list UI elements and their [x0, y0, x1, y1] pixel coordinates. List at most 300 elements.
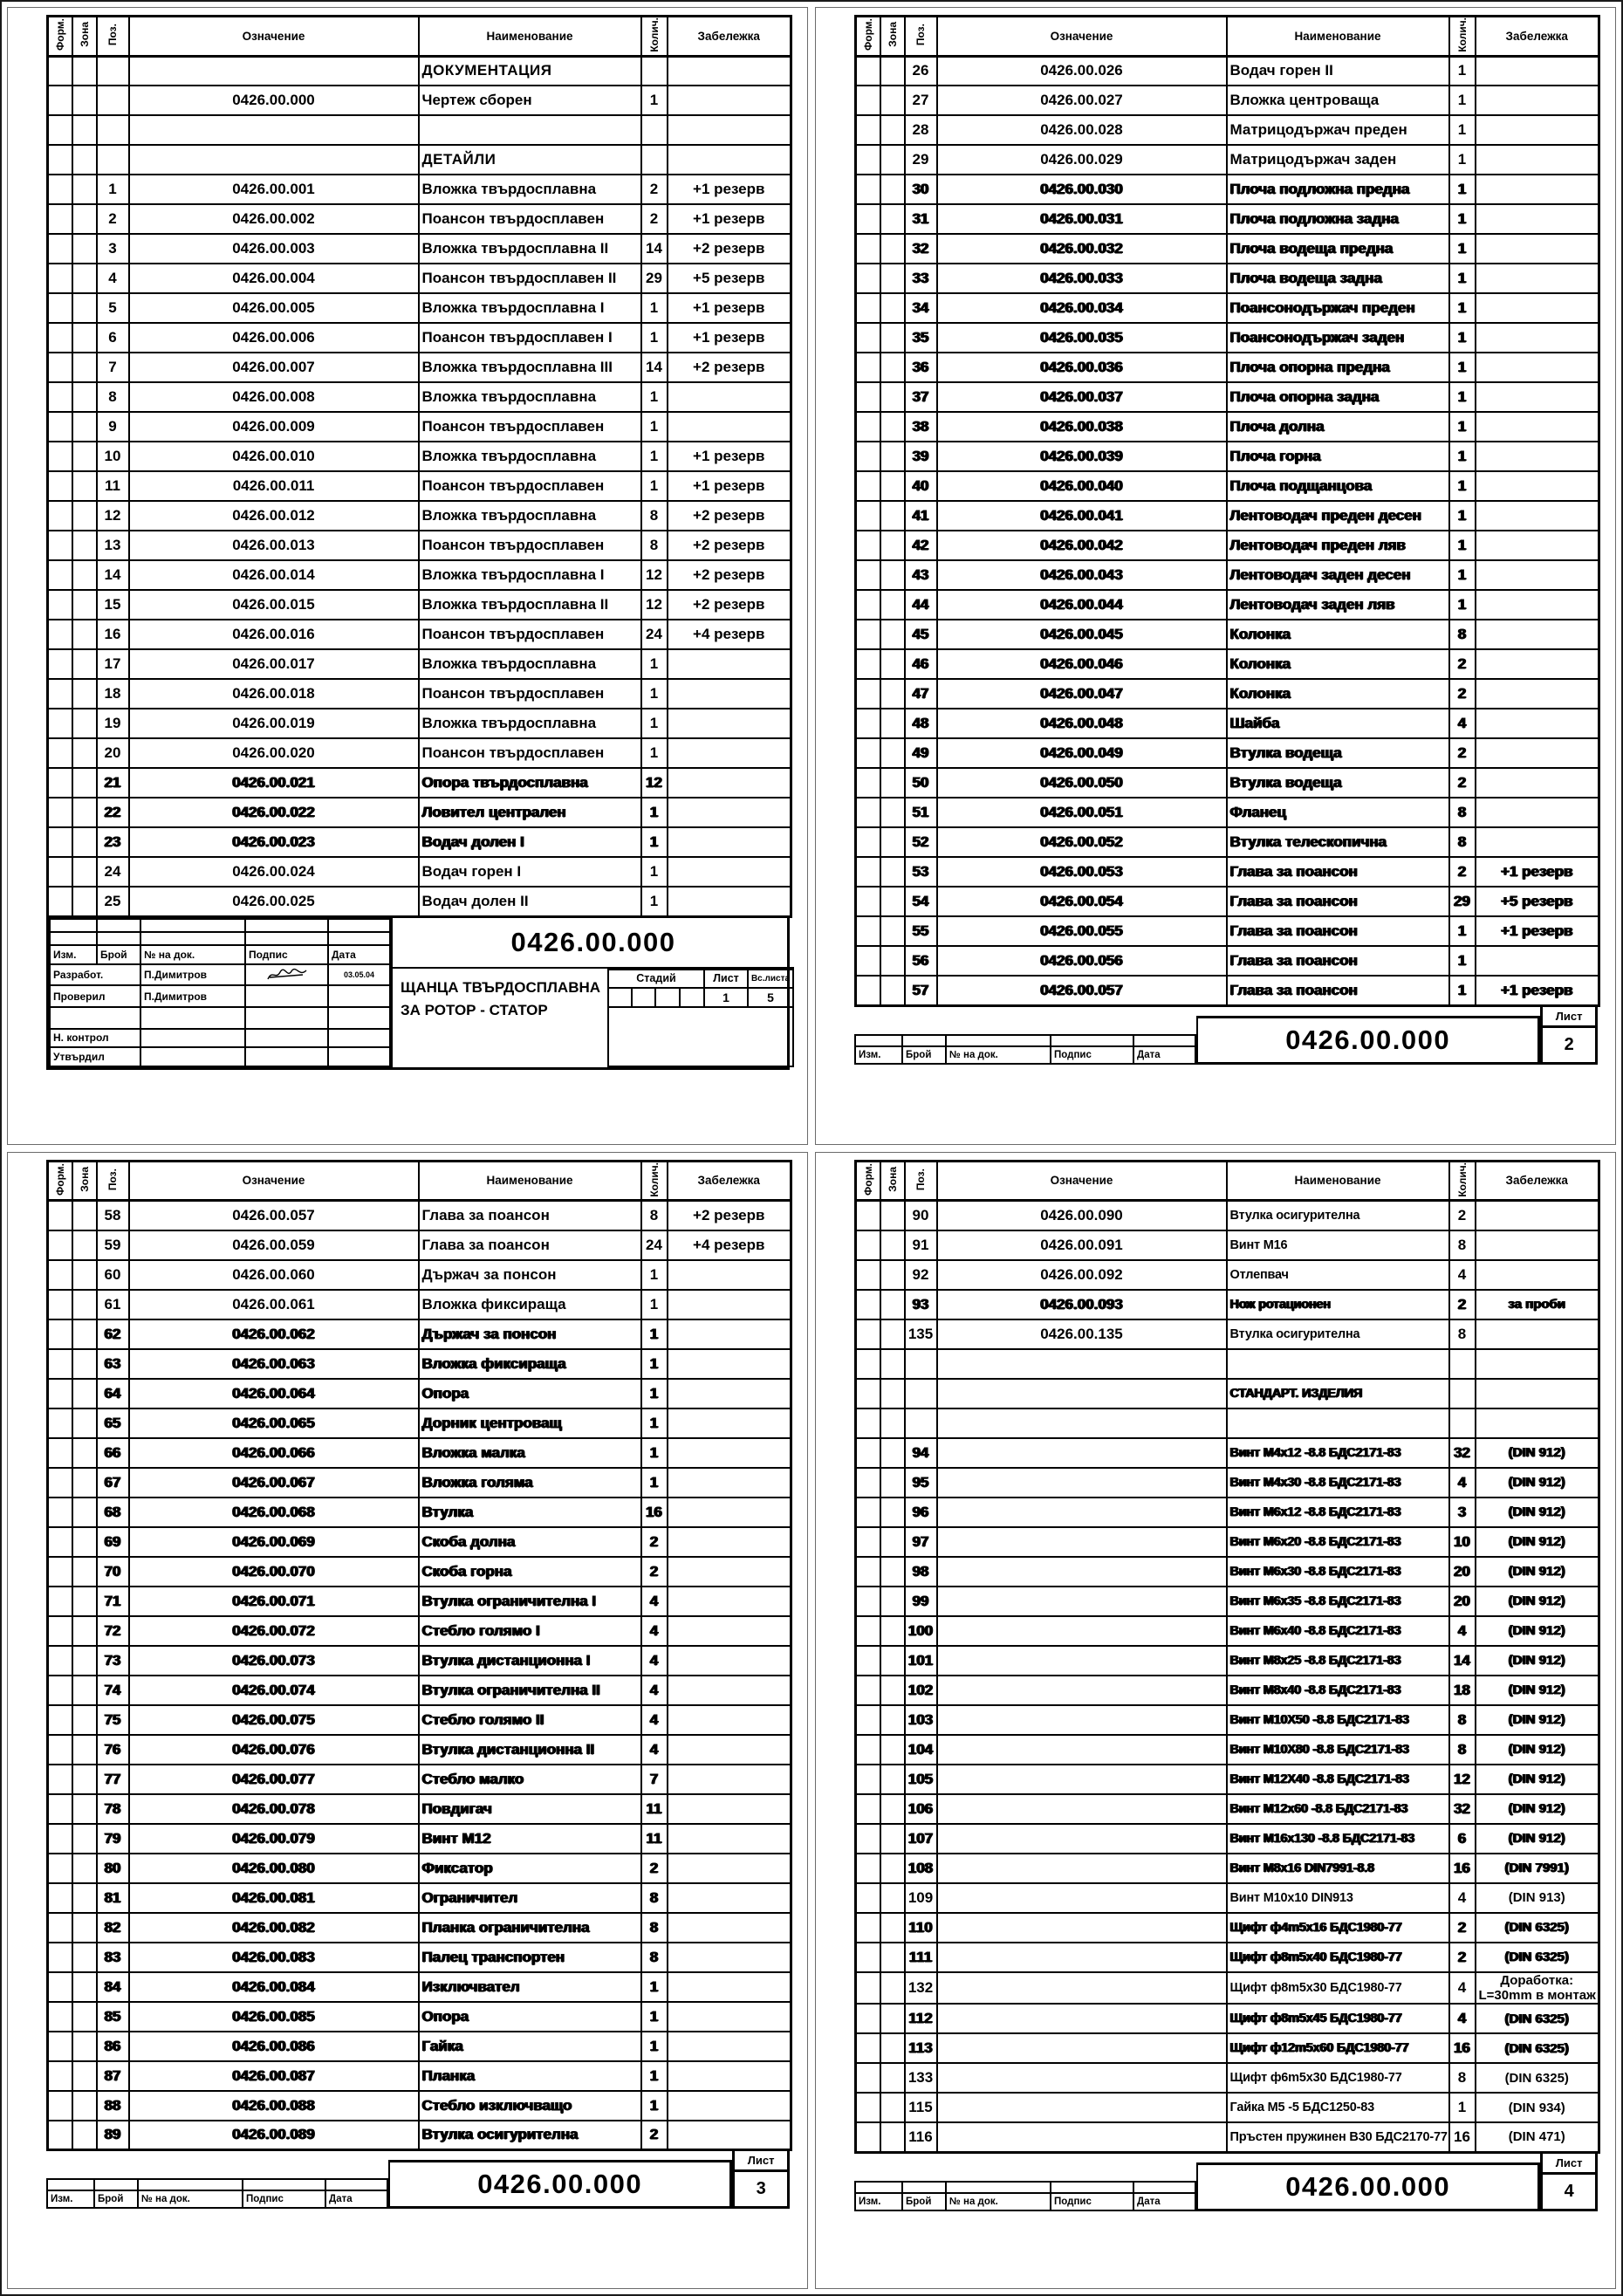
- spec-row: [48, 1735, 791, 1765]
- cell-note: [668, 56, 791, 86]
- cell-pos: 90: [905, 1201, 937, 1230]
- cell-zone: [880, 1824, 905, 1854]
- cell-note: [1476, 1319, 1599, 1349]
- col-header-name: Наименование: [419, 17, 641, 57]
- cell-zone: [72, 827, 97, 857]
- cell-qty: 1: [641, 2032, 668, 2061]
- cell-note: (DIN 912): [1476, 1646, 1599, 1676]
- cell-pos: 37: [905, 382, 937, 412]
- cell-qty: 20: [1449, 1587, 1476, 1616]
- cell-form: [48, 768, 72, 798]
- cell-name: Плоча горна: [1227, 442, 1449, 471]
- cell-zone: [72, 1379, 97, 1408]
- cell-qty: 1: [641, 827, 668, 857]
- cell-name: Ограничител: [419, 1883, 641, 1913]
- cell-form: [856, 1527, 880, 1557]
- cell-name: Втулка осигурителна: [1227, 1319, 1449, 1349]
- cell-zone: [880, 798, 905, 827]
- cell-note: (DIN 912): [1476, 1705, 1599, 1735]
- cell-zone: [72, 1854, 97, 1883]
- cell-name: Винт М10х10 DIN913: [1227, 1883, 1449, 1913]
- cell-zone: [72, 1498, 97, 1527]
- cell-note: [668, 1616, 791, 1646]
- cell-qty: 16: [641, 1498, 668, 1527]
- sheet-1: [7, 7, 808, 1145]
- title-line-1: ЩАНЦА ТВЪРДОСПЛАВНА: [401, 978, 601, 996]
- cell-pos: 11: [97, 471, 129, 501]
- sheet-4: [815, 1152, 1616, 2290]
- cell-form: [48, 145, 72, 175]
- footer-revision-strip: [854, 2181, 1196, 2211]
- cell-name: Втулка осигурителна: [1227, 1201, 1449, 1230]
- cell-zone: [72, 1765, 97, 1794]
- cell-designation: 0426.00.054: [937, 887, 1227, 916]
- cell-form: [48, 1943, 72, 1972]
- spec-row: [856, 738, 1599, 768]
- cell-designation: 0426.00.089: [129, 2121, 419, 2150]
- cell-name: Ловител централен: [419, 798, 641, 827]
- cell-zone: [880, 560, 905, 590]
- cell-qty: 8: [641, 1913, 668, 1943]
- cell-zone: [72, 2032, 97, 2061]
- col-header-qty: Колич.: [641, 1161, 668, 1201]
- cell-name: Плоча долна: [1227, 412, 1449, 442]
- cell-pos: 57: [905, 976, 937, 1005]
- spec-row: [48, 1616, 791, 1646]
- spec-row: [856, 679, 1599, 709]
- cell-section-title: СТАНДАРТ. ИЗДЕЛИЯ: [1227, 1379, 1449, 1408]
- cell-note: [668, 1290, 791, 1319]
- cell-name: Вложка твърдосплавна II: [419, 234, 641, 264]
- cell-pos: 34: [905, 293, 937, 323]
- cell-note: +1 резерв: [668, 175, 791, 204]
- cell-form: [856, 590, 880, 620]
- cell-zone: [72, 1972, 97, 2002]
- spec-row: [48, 1319, 791, 1349]
- spec-row: [48, 204, 791, 234]
- cell-name: Планка: [419, 2061, 641, 2091]
- spec-row: [856, 1260, 1599, 1290]
- cell-form: [48, 204, 72, 234]
- cell-zone: [880, 1883, 905, 1913]
- spec-row: [856, 1319, 1599, 1349]
- cell-qty: 2: [641, 175, 668, 204]
- cell-qty: 1: [1449, 145, 1476, 175]
- cell-designation: 0426.00.087: [129, 2061, 419, 2091]
- spec-row: [856, 115, 1599, 145]
- cell-note: [668, 1646, 791, 1676]
- cell-zone: [72, 1913, 97, 1943]
- cell-note: [1476, 798, 1599, 827]
- sheet-footer: [854, 1004, 1598, 1065]
- cell-name: Опора твърдосплавна: [419, 768, 641, 798]
- cell-name: Стебло голямо II: [419, 1705, 641, 1735]
- cell-designation: 0426.00.081: [129, 1883, 419, 1913]
- cell-designation: 0426.00.048: [937, 709, 1227, 738]
- cell-form: [856, 1290, 880, 1319]
- cell-name: Поансон твърдосплавен: [419, 204, 641, 234]
- cell-form: [48, 293, 72, 323]
- cell-pos: 63: [97, 1349, 129, 1379]
- cell-pos: 30: [905, 175, 937, 204]
- cell-zone: [72, 1943, 97, 1972]
- cell-designation: [129, 115, 419, 145]
- cell-zone: [72, 412, 97, 442]
- cell-form: [856, 738, 880, 768]
- cell-form: [48, 1498, 72, 1527]
- cell-qty: 4: [641, 1587, 668, 1616]
- footer-revision-strip: [46, 2178, 388, 2209]
- cell-zone: [880, 1201, 905, 1230]
- spec-row: [48, 323, 791, 353]
- cell-pos: 38: [905, 412, 937, 442]
- cell-note: (DIN 912): [1476, 1468, 1599, 1498]
- cell-name: Колонка: [1227, 679, 1449, 709]
- cell-note: [668, 2002, 791, 2032]
- cell-note: [668, 2121, 791, 2150]
- spec-row: [48, 1260, 791, 1290]
- cell-designation: 0426.00.023: [129, 827, 419, 857]
- cell-note: +2 резерв: [668, 590, 791, 620]
- label-data: Дата: [1133, 1046, 1195, 1064]
- cell-pos: 29: [905, 145, 937, 175]
- cell-zone: [72, 353, 97, 382]
- cell-form: [856, 501, 880, 531]
- cell-qty: 14: [1449, 1646, 1476, 1676]
- cell-note: +1 резерв: [668, 293, 791, 323]
- cell-qty: 2: [1449, 1290, 1476, 1319]
- spec-row: [48, 1438, 791, 1468]
- cell-zone: [72, 560, 97, 590]
- cell-note: [1476, 1201, 1599, 1230]
- stage-label: Стадий: [608, 970, 704, 988]
- cell-qty: 32: [1449, 1794, 1476, 1824]
- cell-zone: [880, 1290, 905, 1319]
- cell-form: [48, 531, 72, 560]
- cell-zone: [72, 1468, 97, 1498]
- cell-note: (DIN 912): [1476, 1587, 1599, 1616]
- cell-name: Плоча подложна задна: [1227, 204, 1449, 234]
- cell-pos: 19: [97, 709, 129, 738]
- cell-form: [856, 1319, 880, 1349]
- cell-name: Фланец: [1227, 798, 1449, 827]
- spec-row: [48, 1201, 791, 1230]
- cell-zone: [880, 768, 905, 798]
- cell-note: [668, 2032, 791, 2061]
- spec-row: [48, 293, 791, 323]
- cell-note: +1 резерв: [1476, 916, 1599, 946]
- cell-designation: 0426.00.053: [937, 857, 1227, 887]
- cell-name: Винт М8х40 -8.8 БДС2171-83: [1227, 1676, 1449, 1705]
- cell-designation: 0426.00.072: [129, 1616, 419, 1646]
- col-header-pos: Поз.: [905, 1161, 937, 1201]
- spec-row: [48, 412, 791, 442]
- cell-note: [1476, 531, 1599, 560]
- cell-zone: [72, 86, 97, 115]
- cell-designation: 0426.00.044: [937, 590, 1227, 620]
- cell-pos: 9: [97, 412, 129, 442]
- cell-zone: [72, 1676, 97, 1705]
- cell-name: Втулка ограничителна I: [419, 1587, 641, 1616]
- cell-form: [856, 1379, 880, 1408]
- cell-note: [1476, 353, 1599, 382]
- cell-form: [856, 1705, 880, 1735]
- cell-note: [668, 412, 791, 442]
- cell-name: Вложка твърдосплавна III: [419, 353, 641, 382]
- cell-note: [668, 1527, 791, 1557]
- cell-name: Водач горен II: [1227, 56, 1449, 86]
- cell-note: +1 резерв: [1476, 976, 1599, 1005]
- cell-name: Винт М10Х80 -8.8 БДС2171-83: [1227, 1735, 1449, 1765]
- cell-pos: 43: [905, 560, 937, 590]
- checker-name: П.Димитров: [140, 985, 245, 1007]
- cell-name: Стебло голямо I: [419, 1616, 641, 1646]
- cell-form: [856, 827, 880, 857]
- cell-pos: 80: [97, 1854, 129, 1883]
- cell-note: [1476, 86, 1599, 115]
- spec-row: [48, 442, 791, 471]
- spec-row: [856, 353, 1599, 382]
- cell-note: [668, 1349, 791, 1379]
- col-header-pos: Поз.: [905, 17, 937, 57]
- cell-note: [1476, 471, 1599, 501]
- cell-pos: 91: [905, 1230, 937, 1260]
- spec-row: [48, 738, 791, 768]
- cell-pos: 41: [905, 501, 937, 531]
- cell-designation: [937, 1824, 1227, 1854]
- cell-qty: 11: [641, 1824, 668, 1854]
- cell-pos: 103: [905, 1705, 937, 1735]
- cell-note: (DIN 934): [1476, 2093, 1599, 2122]
- spec-row: [48, 115, 791, 145]
- cell-name: Фиксатор: [419, 1854, 641, 1883]
- cell-pos: 7: [97, 353, 129, 382]
- cell-qty: 1: [641, 1408, 668, 1438]
- cell-zone: [880, 887, 905, 916]
- cell-qty: 1: [1449, 976, 1476, 1005]
- cell-designation: [937, 1705, 1227, 1735]
- cell-designation: 0426.00.002: [129, 204, 419, 234]
- cell-designation: [937, 1468, 1227, 1498]
- cell-zone: [880, 234, 905, 264]
- cell-zone: [880, 115, 905, 145]
- spec-table-sheet-2: [854, 15, 1600, 1007]
- spec-row: [48, 2061, 791, 2091]
- cell-designation: [937, 2063, 1227, 2093]
- cell-designation: 0426.00.005: [129, 293, 419, 323]
- cell-pos: 76: [97, 1735, 129, 1765]
- cell-name: Винт М6х12 -8.8 БДС2171-83: [1227, 1498, 1449, 1527]
- cell-form: [856, 560, 880, 590]
- cell-designation: 0426.00.082: [129, 1913, 419, 1943]
- cell-designation: 0426.00.088: [129, 2091, 419, 2121]
- cell-qty: 1: [1449, 204, 1476, 234]
- cell-name: Поансон твърдосплавен: [419, 738, 641, 768]
- spec-row: [856, 1735, 1599, 1765]
- spec-row: [48, 709, 791, 738]
- cell-designation: 0426.00.057: [937, 976, 1227, 1005]
- cell-qty: 16: [1449, 2122, 1476, 2152]
- cell-pos: 17: [97, 649, 129, 679]
- section-row: [48, 145, 791, 175]
- cell-designation: [937, 1854, 1227, 1883]
- cell-pos: 102: [905, 1676, 937, 1705]
- cell-note: [1476, 827, 1599, 857]
- cell-zone: [72, 56, 97, 86]
- label-podpis: Подпис: [243, 2190, 325, 2208]
- spec-row: [48, 471, 791, 501]
- cell-qty: 1: [641, 709, 668, 738]
- cell-zone: [880, 679, 905, 709]
- sign-row-ncontrol: [50, 1029, 390, 1048]
- cell-qty: 1: [1449, 590, 1476, 620]
- cell-pos: [97, 145, 129, 175]
- cell-designation: 0426.00.067: [129, 1468, 419, 1498]
- cell-note: [668, 1705, 791, 1735]
- cell-name: Щифт ф8m5х45 БДС1980-77: [1227, 2004, 1449, 2033]
- cell-pos: 10: [97, 442, 129, 471]
- footer-revision-strip: [854, 1034, 1196, 1065]
- cell-pos: [905, 1379, 937, 1408]
- cell-pos: 36: [905, 353, 937, 382]
- cell-zone: [880, 56, 905, 86]
- cell-name: [1227, 1349, 1449, 1379]
- cell-form: [48, 1468, 72, 1498]
- col-header-qty: Колич.: [1449, 1161, 1476, 1201]
- cell-form: [856, 1883, 880, 1913]
- cell-note: [1476, 709, 1599, 738]
- cell-qty: 4: [641, 1646, 668, 1676]
- label-broy: Брой: [97, 945, 140, 964]
- cell-zone: [880, 382, 905, 412]
- cell-qty: 3: [1449, 1498, 1476, 1527]
- cell-name: Винт М12х60 -8.8 БДС2171-83: [1227, 1794, 1449, 1824]
- cell-designation: 0426.00.001: [129, 175, 419, 204]
- cell-zone: [880, 1527, 905, 1557]
- cell-name: Чертеж сборен: [419, 86, 641, 115]
- cell-note: [668, 1676, 791, 1705]
- cell-note: +1 резерв: [668, 442, 791, 471]
- cell-designation: 0426.00.135: [937, 1319, 1227, 1349]
- cell-zone: [72, 1527, 97, 1557]
- cell-name: Поансон твърдосплавен II: [419, 264, 641, 293]
- cell-qty: 8: [641, 501, 668, 531]
- cell-form: [856, 353, 880, 382]
- spec-row: [856, 531, 1599, 560]
- cell-zone: [880, 1260, 905, 1290]
- spec-header-row: [48, 17, 791, 57]
- cell-name: Поансонодържач преден: [1227, 293, 1449, 323]
- cell-pos: 2: [97, 204, 129, 234]
- col-header-name: Наименование: [1227, 17, 1449, 57]
- spec-row: [48, 1883, 791, 1913]
- role-checker: Проверил: [50, 985, 140, 1007]
- cell-name: Водач долен I: [419, 827, 641, 857]
- cell-note: (DIN 912): [1476, 1498, 1599, 1527]
- cell-form: [856, 1824, 880, 1854]
- cell-note: [668, 1587, 791, 1616]
- spec-row: [856, 1765, 1599, 1794]
- cell-zone: [880, 1498, 905, 1527]
- cell-name: Винт М12Х40 -8.8 БДС2171-83: [1227, 1765, 1449, 1794]
- cell-zone: [880, 1735, 905, 1765]
- col-header-designation: Означение: [937, 17, 1227, 57]
- cell-designation: [937, 1972, 1227, 2005]
- cell-form: [856, 115, 880, 145]
- title-block-right: [391, 918, 794, 1067]
- cell-pos: [97, 56, 129, 86]
- spec-row: [856, 2033, 1599, 2063]
- cell-designation: 0426.00.011: [129, 471, 419, 501]
- cell-note: +1 резерв: [668, 323, 791, 353]
- cell-designation: 0426.00.036: [937, 353, 1227, 382]
- cell-note: [668, 887, 791, 916]
- cell-pos: 98: [905, 1557, 937, 1587]
- cell-name: Плоча водеща предна: [1227, 234, 1449, 264]
- cell-qty: 1: [641, 1349, 668, 1379]
- cell-zone: [880, 1705, 905, 1735]
- cell-note: [1476, 946, 1599, 976]
- cell-pos: 44: [905, 590, 937, 620]
- cell-form: [856, 56, 880, 86]
- cell-designation: 0426.00.074: [129, 1676, 419, 1705]
- spec-row: [856, 323, 1599, 353]
- role-approver: Утвърдил: [50, 1047, 140, 1066]
- spec-row: [856, 1527, 1599, 1557]
- cell-note: [668, 382, 791, 412]
- cell-qty: 8: [1449, 1319, 1476, 1349]
- cell-qty: 2: [641, 2121, 668, 2150]
- cell-note: (DIN 6325): [1476, 2063, 1599, 2093]
- cell-form: [48, 1319, 72, 1349]
- cell-qty: 2: [641, 1854, 668, 1883]
- cell-pos: 31: [905, 204, 937, 234]
- cell-pos: 55: [905, 916, 937, 946]
- cell-note: [1476, 323, 1599, 353]
- label-doc-no: № на док.: [138, 2190, 243, 2208]
- cell-qty: 2: [641, 204, 668, 234]
- cell-zone: [72, 501, 97, 531]
- cell-note: (DIN 912): [1476, 1438, 1599, 1468]
- cell-form: [856, 293, 880, 323]
- col-header-note: Забележка: [1476, 17, 1599, 57]
- cell-note: [668, 1794, 791, 1824]
- spec-row: [856, 2093, 1599, 2122]
- cell-qty: 18: [1449, 1676, 1476, 1705]
- label-broy: Брой: [94, 2190, 138, 2208]
- cell-note: [1476, 501, 1599, 531]
- cell-form: [856, 1587, 880, 1616]
- cell-designation: 0426.00.038: [937, 412, 1227, 442]
- cell-qty: 1: [641, 2061, 668, 2091]
- cell-form: [48, 1705, 72, 1735]
- cell-form: [48, 1260, 72, 1290]
- spec-row: [48, 620, 791, 649]
- cell-zone: [880, 1765, 905, 1794]
- cell-pos: 73: [97, 1646, 129, 1676]
- cell-name: Матрицодържач заден: [1227, 145, 1449, 175]
- spec-row: [856, 412, 1599, 442]
- spec-row: [48, 827, 791, 857]
- label-broy: Брой: [902, 1046, 946, 1064]
- cell-qty: 1: [1449, 115, 1476, 145]
- cell-note: [1476, 1349, 1599, 1379]
- cell-form: [48, 2061, 72, 2091]
- cell-designation: [937, 1794, 1227, 1824]
- cell-zone: [72, 115, 97, 145]
- cell-name: Винт М4х12 -8.8 БДС2171-83: [1227, 1438, 1449, 1468]
- cell-qty: 1: [641, 442, 668, 471]
